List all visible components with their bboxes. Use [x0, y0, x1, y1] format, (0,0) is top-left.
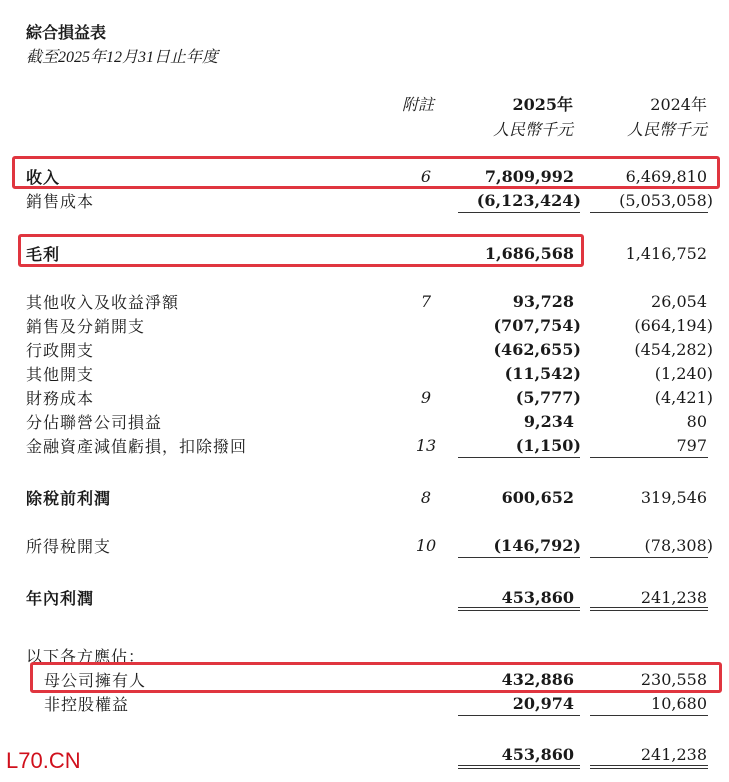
row-current-profit-before-tax: 600,652 — [501, 488, 574, 507]
row-current-other-expenses: (11,542) — [504, 364, 581, 383]
subtotal-rule-current — [458, 212, 580, 213]
row-label-non-controlling: 非控股權益 — [44, 695, 130, 714]
row-label-attributable-to: 以下各方應佔： — [26, 647, 146, 666]
header-note: 附註 — [402, 95, 435, 114]
row-label-income-tax: 所得稅開支 — [26, 537, 112, 556]
row-label-cost-of-sales: 銷售成本 — [26, 192, 95, 211]
row-prior-other-income: 26,054 — [651, 292, 707, 311]
row-current-other-income: 93,728 — [512, 292, 574, 311]
row-current-cost-of-sales: (6,123,424) — [476, 191, 581, 210]
header-year-prior: 2024年 — [650, 95, 707, 114]
row-note-impairment-losses: 13 — [415, 436, 437, 455]
total-double-rule-current — [458, 765, 580, 769]
row-current-share-of-associates: 9,234 — [523, 412, 574, 431]
row-current-owners-of-parent: 432,886 — [501, 670, 574, 689]
subtotal-rule-current — [458, 457, 580, 458]
total-double-rule-prior — [590, 607, 708, 611]
row-prior-non-controlling: 10,680 — [651, 694, 707, 713]
row-prior-profit-before-tax: 319,546 — [640, 488, 707, 507]
row-label-owners-of-parent: 母公司擁有人 — [44, 671, 147, 690]
row-prior-cost-of-sales: (5,053,058) — [619, 191, 713, 210]
row-label-admin-expenses: 行政開支 — [26, 341, 95, 360]
subtotal-rule-prior — [590, 457, 708, 458]
subtotal-rule-current — [458, 557, 580, 558]
row-note-finance-costs: 9 — [420, 388, 432, 407]
statement-period: 截至2025年12月31日止年度 — [26, 49, 219, 66]
row-prior-share-of-associates: 80 — [686, 412, 707, 431]
row-prior-revenue: 6,469,810 — [625, 167, 707, 186]
row-note-other-income: 7 — [420, 292, 432, 311]
row-current-attributable-total: 453,860 — [501, 745, 574, 764]
row-label-gross-profit: 毛利 — [26, 245, 61, 264]
row-prior-other-expenses: (1,240) — [654, 364, 713, 383]
total-double-rule-current — [458, 607, 580, 611]
row-current-income-tax: (146,792) — [493, 536, 581, 555]
total-double-rule-prior — [590, 765, 708, 769]
row-current-admin-expenses: (462,655) — [493, 340, 581, 359]
header-unit-current: 人民幣千元 — [492, 120, 573, 139]
row-note-revenue: 6 — [420, 167, 432, 186]
row-current-finance-costs: (5,777) — [515, 388, 581, 407]
row-current-gross-profit: 1,686,568 — [484, 244, 574, 263]
row-prior-gross-profit: 1,416,752 — [625, 244, 707, 263]
highlight-box-gross-profit — [18, 234, 584, 267]
row-current-selling-expenses: (707,754) — [493, 316, 581, 335]
row-prior-admin-expenses: (454,282) — [634, 340, 713, 359]
row-current-revenue: 7,809,992 — [484, 167, 574, 186]
subtotal-rule-prior — [590, 557, 708, 558]
row-prior-profit-for-year: 241,238 — [640, 588, 707, 607]
row-label-impairment-losses: 金融資產減值虧損，扣除撥回 — [26, 437, 248, 456]
row-prior-owners-of-parent: 230,558 — [640, 670, 707, 689]
watermark: L70.CN — [6, 748, 81, 773]
row-label-selling-expenses: 銷售及分銷開支 — [26, 317, 146, 336]
row-label-revenue: 收入 — [26, 168, 61, 187]
row-label-profit-for-year: 年內利潤 — [26, 589, 95, 608]
highlight-box-owners-of-parent — [30, 662, 722, 693]
row-label-share-of-associates: 分佔聯營公司損益 — [26, 413, 163, 432]
subtotal-rule-current — [458, 715, 580, 716]
row-note-profit-before-tax: 8 — [420, 488, 432, 507]
row-prior-finance-costs: (4,421) — [654, 388, 713, 407]
subtotal-rule-prior — [590, 212, 708, 213]
row-prior-income-tax: (78,308) — [644, 536, 713, 555]
row-prior-impairment-losses: 797 — [676, 436, 707, 455]
highlight-box-revenue — [12, 156, 720, 189]
row-label-other-expenses: 其他開支 — [26, 365, 95, 384]
row-prior-selling-expenses: (664,194) — [634, 316, 713, 335]
row-label-other-income: 其他收入及收益淨額 — [26, 293, 180, 312]
row-label-profit-before-tax: 除稅前利潤 — [26, 489, 112, 508]
row-current-impairment-losses: (1,150) — [515, 436, 581, 455]
row-note-income-tax: 10 — [415, 536, 437, 555]
header-year-current: 2025年 — [512, 95, 573, 114]
row-prior-attributable-total: 241,238 — [640, 745, 707, 764]
row-current-profit-for-year: 453,860 — [501, 588, 574, 607]
statement-title: 綜合損益表 — [26, 23, 107, 42]
subtotal-rule-prior — [590, 715, 708, 716]
row-current-non-controlling: 20,974 — [512, 694, 574, 713]
header-unit-prior: 人民幣千元 — [626, 120, 707, 139]
row-label-finance-costs: 財務成本 — [26, 389, 95, 408]
